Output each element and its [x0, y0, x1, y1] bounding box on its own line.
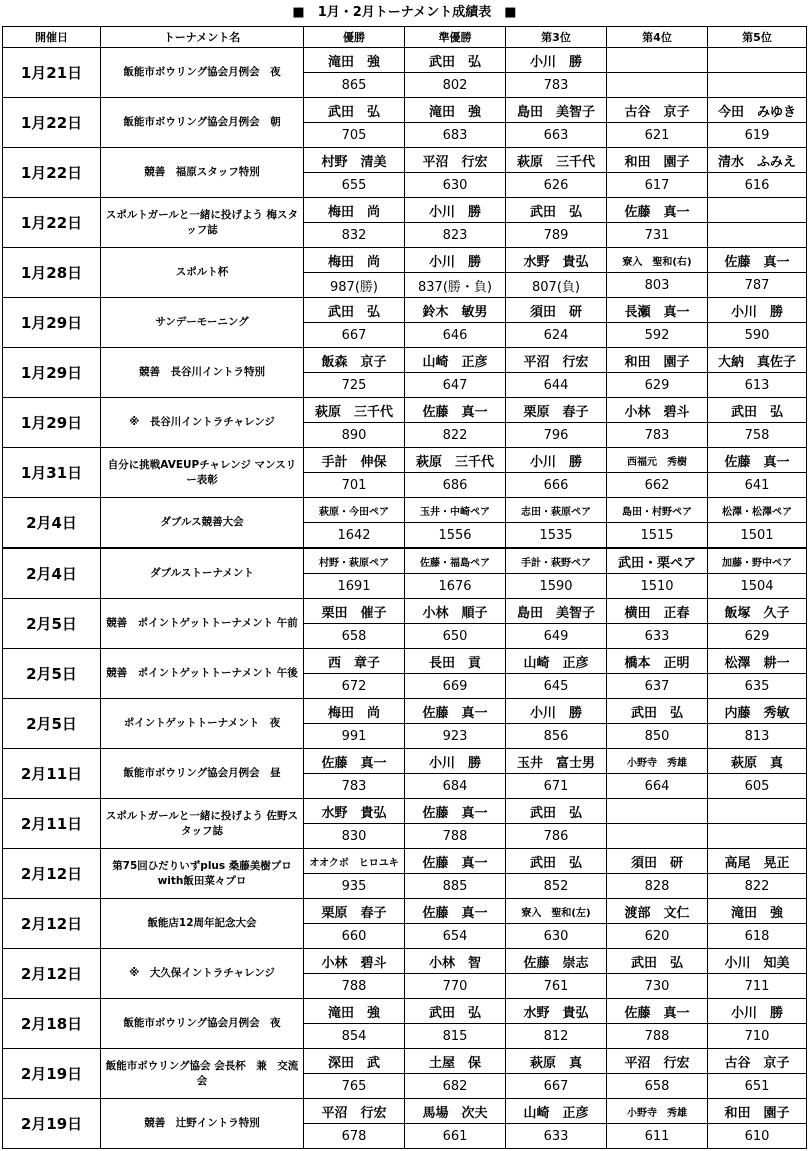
header-3rd: 第3位 — [506, 27, 607, 48]
event-date: 2月18日 — [3, 999, 101, 1049]
tournament-name: 競善 ポイントゲットトーナメント 午後 — [101, 649, 304, 699]
player-name-rank-3: 小川 勝 — [506, 48, 607, 73]
score-rank-3: 666 — [506, 473, 607, 498]
player-name-rank-3: 武田 弘 — [506, 849, 607, 874]
player-name-rank-3: 須田 研 — [506, 298, 607, 323]
table-row — [3, 599, 807, 624]
table-row — [3, 1099, 807, 1124]
score-rank-1: 672 — [304, 674, 405, 699]
score-rank-4: 633 — [607, 624, 708, 649]
player-name-rank-5: 小川 知美 — [708, 949, 807, 974]
table-row — [3, 548, 807, 574]
player-name-rank-4: 寮入 聖和(右) — [607, 248, 708, 273]
player-name-rank-4: 平沼 行宏 — [607, 1049, 708, 1074]
player-name-rank-2: 滝田 強 — [405, 98, 506, 123]
score-rank-1: 701 — [304, 473, 405, 498]
table-row — [3, 949, 807, 974]
score-rank-4: 662 — [607, 473, 708, 498]
score-rank-1: 987(勝) — [304, 273, 405, 298]
table-row — [3, 398, 807, 423]
table-row — [3, 98, 807, 123]
table-row — [3, 148, 807, 173]
score-rank-2: 654 — [405, 924, 506, 949]
player-name-rank-1: 水野 貴弘 — [304, 799, 405, 824]
player-name-rank-4: 渡部 文仁 — [607, 899, 708, 924]
event-date: 2月4日 — [3, 498, 101, 549]
tournament-name: 第75回ひだりいずplus 桑藤美樹プロwith飯田菜々プロ — [101, 849, 304, 899]
header-4th: 第4位 — [607, 27, 708, 48]
player-name-rank-5: 古谷 京子 — [708, 1049, 807, 1074]
event-date: 2月11日 — [3, 799, 101, 849]
player-name-rank-1: 武田 弘 — [304, 98, 405, 123]
player-name-rank-3: 小川 勝 — [506, 699, 607, 724]
score-rank-4: 1510 — [607, 574, 708, 599]
score-rank-2: 815 — [405, 1024, 506, 1049]
tournament-name: ポイントゲットトーナメント 夜 — [101, 699, 304, 749]
header-tournament: トーナメント名 — [101, 27, 304, 48]
score-rank-4: 592 — [607, 323, 708, 348]
player-name-rank-5: 萩原 真 — [708, 749, 807, 774]
player-name-rank-5: 小川 勝 — [708, 999, 807, 1024]
tournament-name: スポルトガールと一緒に投げよう 佐野スタッフ誌 — [101, 799, 304, 849]
score-rank-5: 619 — [708, 123, 807, 148]
player-name-rank-4: 小野寺 秀雄 — [607, 1099, 708, 1124]
player-name-rank-2: 小林 智 — [405, 949, 506, 974]
tournament-name: 飯能市ボウリング協会月例会 昼 — [101, 749, 304, 799]
player-name-rank-1: 村野 清美 — [304, 148, 405, 173]
player-name-rank-4: 小野寺 秀雄 — [607, 749, 708, 774]
player-name-rank-5: 小川 勝 — [708, 298, 807, 323]
player-name-rank-4: 和田 園子 — [607, 148, 708, 173]
score-rank-4: 788 — [607, 1024, 708, 1049]
score-rank-1: 832 — [304, 223, 405, 248]
score-rank-5: 616 — [708, 173, 807, 198]
score-rank-4: 637 — [607, 674, 708, 699]
player-name-rank-3: 武田 弘 — [506, 198, 607, 223]
player-name-rank-4: 小林 碧斗 — [607, 398, 708, 423]
player-name-rank-3: 平沼 行宏 — [506, 348, 607, 373]
score-rank-2: 661 — [405, 1124, 506, 1149]
event-date: 2月11日 — [3, 749, 101, 799]
player-name-rank-3: 玉井 富士男 — [506, 749, 607, 774]
player-name-rank-4 — [607, 48, 708, 73]
player-name-rank-2: 小川 勝 — [405, 749, 506, 774]
player-name-rank-5: 滝田 強 — [708, 899, 807, 924]
score-rank-3: 789 — [506, 223, 607, 248]
event-date: 1月29日 — [3, 398, 101, 448]
player-name-rank-2: 佐藤・福島ペア — [405, 548, 506, 574]
player-name-rank-5: 今田 みゆき — [708, 98, 807, 123]
score-rank-3: 671 — [506, 774, 607, 799]
score-rank-3: 663 — [506, 123, 607, 148]
score-rank-1: 1691 — [304, 574, 405, 599]
player-name-rank-2: 平沼 行宏 — [405, 148, 506, 173]
score-rank-5: 590 — [708, 323, 807, 348]
player-name-rank-4: 須田 研 — [607, 849, 708, 874]
player-name-rank-1: 佐藤 真一 — [304, 749, 405, 774]
table-row — [3, 749, 807, 774]
event-date: 2月4日 — [3, 548, 101, 599]
score-rank-1: 705 — [304, 123, 405, 148]
score-rank-1: 660 — [304, 924, 405, 949]
table-row — [3, 649, 807, 674]
score-rank-1: 1642 — [304, 523, 405, 549]
score-rank-2: 683 — [405, 123, 506, 148]
event-date: 1月22日 — [3, 98, 101, 148]
event-date: 1月22日 — [3, 148, 101, 198]
event-date: 2月19日 — [3, 1049, 101, 1099]
table-row — [3, 198, 807, 223]
player-name-rank-5: 大納 真佐子 — [708, 348, 807, 373]
score-rank-3: 761 — [506, 974, 607, 999]
player-name-rank-5 — [708, 48, 807, 73]
player-name-rank-2: 長田 貢 — [405, 649, 506, 674]
score-rank-4: 1515 — [607, 523, 708, 549]
player-name-rank-5: 飯塚 久子 — [708, 599, 807, 624]
score-rank-5: 641 — [708, 473, 807, 498]
score-rank-2: 770 — [405, 974, 506, 999]
score-rank-2: 1676 — [405, 574, 506, 599]
score-rank-1: 865 — [304, 73, 405, 98]
score-rank-2: 885 — [405, 874, 506, 899]
score-rank-2: 686 — [405, 473, 506, 498]
score-rank-5: 605 — [708, 774, 807, 799]
event-date: 2月12日 — [3, 949, 101, 999]
score-rank-1: 655 — [304, 173, 405, 198]
player-name-rank-1: 平沼 行宏 — [304, 1099, 405, 1124]
score-rank-3: 796 — [506, 423, 607, 448]
player-name-rank-4: 佐藤 真一 — [607, 999, 708, 1024]
player-name-rank-1: 村野・萩原ペア — [304, 548, 405, 574]
score-rank-3: 852 — [506, 874, 607, 899]
tournament-name: 競善 ポイントゲットトーナメント 午前 — [101, 599, 304, 649]
tournament-name: 飯能市ボウリング協会月例会 夜 — [101, 999, 304, 1049]
player-name-rank-1: 滝田 強 — [304, 999, 405, 1024]
player-name-rank-2: 鈴木 敏男 — [405, 298, 506, 323]
score-rank-5: 629 — [708, 624, 807, 649]
player-name-rank-1: 梅田 尚 — [304, 198, 405, 223]
table-row — [3, 448, 807, 473]
score-rank-2: 1556 — [405, 523, 506, 549]
table-row — [3, 1049, 807, 1074]
player-name-rank-2: 武田 弘 — [405, 999, 506, 1024]
score-rank-1: 991 — [304, 724, 405, 749]
score-rank-2: 788 — [405, 824, 506, 849]
score-rank-5: 710 — [708, 1024, 807, 1049]
table-row — [3, 348, 807, 373]
score-rank-2: 646 — [405, 323, 506, 348]
score-rank-4: 803 — [607, 273, 708, 298]
score-rank-3: 644 — [506, 373, 607, 398]
score-rank-4: 629 — [607, 373, 708, 398]
player-name-rank-4: 横田 正春 — [607, 599, 708, 624]
player-name-rank-5 — [708, 799, 807, 824]
player-name-rank-5: 佐藤 真一 — [708, 448, 807, 473]
player-name-rank-4: 長瀬 真一 — [607, 298, 708, 323]
score-rank-5: 1501 — [708, 523, 807, 549]
score-rank-5: 651 — [708, 1074, 807, 1099]
player-name-rank-1: 滝田 強 — [304, 48, 405, 73]
player-name-rank-5: 佐藤 真一 — [708, 248, 807, 273]
player-name-rank-5: 内藤 秀敏 — [708, 699, 807, 724]
score-rank-1: 788 — [304, 974, 405, 999]
page-title: ■ 1月・2月トーナメント成績表 ■ — [292, 5, 517, 20]
player-name-rank-2: 小林 順子 — [405, 599, 506, 624]
score-rank-5 — [708, 73, 807, 98]
event-date: 1月28日 — [3, 248, 101, 298]
player-name-rank-5: 高尾 晃正 — [708, 849, 807, 874]
player-name-rank-4: 西福元 秀樹 — [607, 448, 708, 473]
score-rank-3: 783 — [506, 73, 607, 98]
player-name-rank-1: 深田 武 — [304, 1049, 405, 1074]
score-rank-3: 649 — [506, 624, 607, 649]
score-rank-4: 731 — [607, 223, 708, 248]
score-rank-4: 828 — [607, 874, 708, 899]
player-name-rank-1: 梅田 尚 — [304, 699, 405, 724]
header-2nd: 準優勝 — [405, 27, 506, 48]
player-name-rank-3: 水野 貴弘 — [506, 248, 607, 273]
tournament-name: スポルト杯 — [101, 248, 304, 298]
score-rank-3: 1535 — [506, 523, 607, 549]
score-rank-4: 850 — [607, 724, 708, 749]
table-row — [3, 248, 807, 273]
score-rank-3: 630 — [506, 924, 607, 949]
player-name-rank-1: 萩原 三千代 — [304, 398, 405, 423]
tournament-name: 飯能市ボウリング協会月例会 朝 — [101, 98, 304, 148]
player-name-rank-4: 佐藤 真一 — [607, 198, 708, 223]
player-name-rank-1: 西 章子 — [304, 649, 405, 674]
player-name-rank-3: 手計・萩野ペア — [506, 548, 607, 574]
table-row — [3, 699, 807, 724]
player-name-rank-5 — [708, 198, 807, 223]
header-1st: 優勝 — [304, 27, 405, 48]
score-rank-4: 620 — [607, 924, 708, 949]
player-name-rank-3: 水野 貴弘 — [506, 999, 607, 1024]
player-name-rank-3: 島田 美智子 — [506, 599, 607, 624]
player-name-rank-4: 和田 園子 — [607, 348, 708, 373]
player-name-rank-4 — [607, 799, 708, 824]
tournament-name: 競善 辻野イントラ特別 — [101, 1099, 304, 1149]
tournament-name: 自分に挑戦AVEUPチャレンジ マンスリー表彰 — [101, 448, 304, 498]
score-rank-5: 822 — [708, 874, 807, 899]
header-row — [3, 27, 807, 48]
player-name-rank-2: 佐藤 真一 — [405, 398, 506, 423]
player-name-rank-4: 古谷 京子 — [607, 98, 708, 123]
event-date: 1月29日 — [3, 348, 101, 398]
score-rank-4: 658 — [607, 1074, 708, 1099]
tournament-name: 競善 福原スタッフ特別 — [101, 148, 304, 198]
player-name-rank-4: 武田 弘 — [607, 699, 708, 724]
event-date: 1月22日 — [3, 198, 101, 248]
score-rank-2: 650 — [405, 624, 506, 649]
player-name-rank-3: 山崎 正彦 — [506, 1099, 607, 1124]
score-rank-1: 765 — [304, 1074, 405, 1099]
score-rank-1: 854 — [304, 1024, 405, 1049]
score-rank-5 — [708, 223, 807, 248]
score-rank-1: 678 — [304, 1124, 405, 1149]
player-name-rank-4: 橋本 正明 — [607, 649, 708, 674]
player-name-rank-2: 小川 勝 — [405, 198, 506, 223]
player-name-rank-1: 手計 伸保 — [304, 448, 405, 473]
player-name-rank-5: 松澤 耕一 — [708, 649, 807, 674]
score-rank-5: 787 — [708, 273, 807, 298]
player-name-rank-4: 島田・村野ペア — [607, 498, 708, 523]
player-name-rank-5: 武田 弘 — [708, 398, 807, 423]
score-rank-5: 758 — [708, 423, 807, 448]
table-row — [3, 899, 807, 924]
player-name-rank-3: 小川 勝 — [506, 448, 607, 473]
event-date: 1月31日 — [3, 448, 101, 498]
player-name-rank-3: 萩原 三千代 — [506, 148, 607, 173]
score-rank-3: 1590 — [506, 574, 607, 599]
player-name-rank-3: 萩原 真 — [506, 1049, 607, 1074]
player-name-rank-1: 萩原・今田ペア — [304, 498, 405, 523]
event-date: 2月5日 — [3, 699, 101, 749]
player-name-rank-1: 梅田 尚 — [304, 248, 405, 273]
player-name-rank-2: 小川 勝 — [405, 248, 506, 273]
score-rank-5: 613 — [708, 373, 807, 398]
score-rank-1: 935 — [304, 874, 405, 899]
player-name-rank-2: 佐藤 真一 — [405, 899, 506, 924]
player-name-rank-2: 山崎 正彦 — [405, 348, 506, 373]
player-name-rank-2: 土屋 保 — [405, 1049, 506, 1074]
score-rank-5: 711 — [708, 974, 807, 999]
table-row — [3, 849, 807, 874]
event-date: 2月5日 — [3, 649, 101, 699]
score-rank-2: 647 — [405, 373, 506, 398]
player-name-rank-3: 佐藤 崇志 — [506, 949, 607, 974]
event-date: 2月12日 — [3, 899, 101, 949]
score-rank-4 — [607, 73, 708, 98]
score-rank-5: 635 — [708, 674, 807, 699]
score-rank-4: 730 — [607, 974, 708, 999]
player-name-rank-1: 武田 弘 — [304, 298, 405, 323]
tournament-name: 飯能店12周年記念大会 — [101, 899, 304, 949]
score-rank-3: 626 — [506, 173, 607, 198]
score-rank-2: 684 — [405, 774, 506, 799]
tournament-name: ダブルストーナメント — [101, 548, 304, 599]
player-name-rank-2: 萩原 三千代 — [405, 448, 506, 473]
event-date: 2月12日 — [3, 849, 101, 899]
player-name-rank-3: 志田・萩原ペア — [506, 498, 607, 523]
score-rank-1: 725 — [304, 373, 405, 398]
table-row — [3, 799, 807, 824]
header-5th: 第5位 — [708, 27, 807, 48]
score-rank-4 — [607, 824, 708, 849]
score-rank-4: 783 — [607, 423, 708, 448]
score-rank-3: 624 — [506, 323, 607, 348]
tournament-name: 飯能市ボウリング協会月例会 夜 — [101, 48, 304, 98]
player-name-rank-2: 佐藤 真一 — [405, 849, 506, 874]
score-rank-2: 802 — [405, 73, 506, 98]
score-rank-1: 658 — [304, 624, 405, 649]
score-rank-4: 621 — [607, 123, 708, 148]
score-rank-4: 617 — [607, 173, 708, 198]
score-rank-5 — [708, 824, 807, 849]
score-rank-5: 618 — [708, 924, 807, 949]
score-rank-3: 786 — [506, 824, 607, 849]
player-name-rank-5: 加藤・野中ペア — [708, 548, 807, 574]
score-rank-3: 667 — [506, 1074, 607, 1099]
event-date: 2月19日 — [3, 1099, 101, 1149]
player-name-rank-1: 栗原 春子 — [304, 899, 405, 924]
player-name-rank-1: 栗田 催子 — [304, 599, 405, 624]
tournament-name: 飯能市ボウリング協会 会長杯 兼 交流会 — [101, 1049, 304, 1099]
event-date: 2月5日 — [3, 599, 101, 649]
player-name-rank-4: 武田・栗ペア — [607, 548, 708, 574]
tournament-name: スポルトガールと一緒に投げよう 梅スタッフ誌 — [101, 198, 304, 248]
results-table — [2, 26, 807, 1149]
score-rank-2: 630 — [405, 173, 506, 198]
player-name-rank-2: 佐藤 真一 — [405, 699, 506, 724]
player-name-rank-5: 松澤・松澤ペア — [708, 498, 807, 523]
score-rank-3: 812 — [506, 1024, 607, 1049]
tournament-name: サンデーモーニング — [101, 298, 304, 348]
table-row — [3, 48, 807, 73]
score-rank-3: 633 — [506, 1124, 607, 1149]
player-name-rank-2: 玉井・中崎ペア — [405, 498, 506, 523]
header-date: 開催日 — [3, 27, 101, 48]
score-rank-1: 830 — [304, 824, 405, 849]
table-row — [3, 999, 807, 1024]
tournament-name: 競善 長谷川イントラ特別 — [101, 348, 304, 398]
player-name-rank-3: 山崎 正彦 — [506, 649, 607, 674]
player-name-rank-2: 佐藤 真一 — [405, 799, 506, 824]
score-rank-2: 682 — [405, 1074, 506, 1099]
player-name-rank-4: 武田 弘 — [607, 949, 708, 974]
score-rank-1: 783 — [304, 774, 405, 799]
player-name-rank-3: 栗原 春子 — [506, 398, 607, 423]
event-date: 1月21日 — [3, 48, 101, 98]
player-name-rank-1: 飯森 京子 — [304, 348, 405, 373]
score-rank-3: 645 — [506, 674, 607, 699]
player-name-rank-3: 島田 美智子 — [506, 98, 607, 123]
score-rank-2: 823 — [405, 223, 506, 248]
score-rank-4: 611 — [607, 1124, 708, 1149]
player-name-rank-2: 武田 弘 — [405, 48, 506, 73]
score-rank-2: 923 — [405, 724, 506, 749]
score-rank-3: 856 — [506, 724, 607, 749]
event-date: 1月29日 — [3, 298, 101, 348]
score-rank-5: 610 — [708, 1124, 807, 1149]
results-body — [3, 48, 807, 1149]
score-rank-5: 1504 — [708, 574, 807, 599]
score-rank-2: 669 — [405, 674, 506, 699]
score-rank-5: 813 — [708, 724, 807, 749]
score-rank-2: 837(勝・負) — [405, 273, 506, 298]
score-rank-1: 667 — [304, 323, 405, 348]
player-name-rank-5: 和田 園子 — [708, 1099, 807, 1124]
score-rank-4: 664 — [607, 774, 708, 799]
player-name-rank-2: 馬場 次夫 — [405, 1099, 506, 1124]
score-rank-2: 822 — [405, 423, 506, 448]
tournament-name: ※ 長谷川イントラチャレンジ — [101, 398, 304, 448]
player-name-rank-5: 清水 ふみえ — [708, 148, 807, 173]
table-row — [3, 298, 807, 323]
tournament-name: ※ 大久保イントラチャレンジ — [101, 949, 304, 999]
player-name-rank-3: 寮入 聖和(左) — [506, 899, 607, 924]
player-name-rank-1: 小林 碧斗 — [304, 949, 405, 974]
score-rank-3: 807(負) — [506, 273, 607, 298]
table-row — [3, 498, 807, 523]
player-name-rank-3: 武田 弘 — [506, 799, 607, 824]
tournament-name: ダブルス競善大会 — [101, 498, 304, 549]
score-rank-1: 890 — [304, 423, 405, 448]
player-name-rank-1: オオクボ ヒロユキ — [304, 849, 405, 874]
